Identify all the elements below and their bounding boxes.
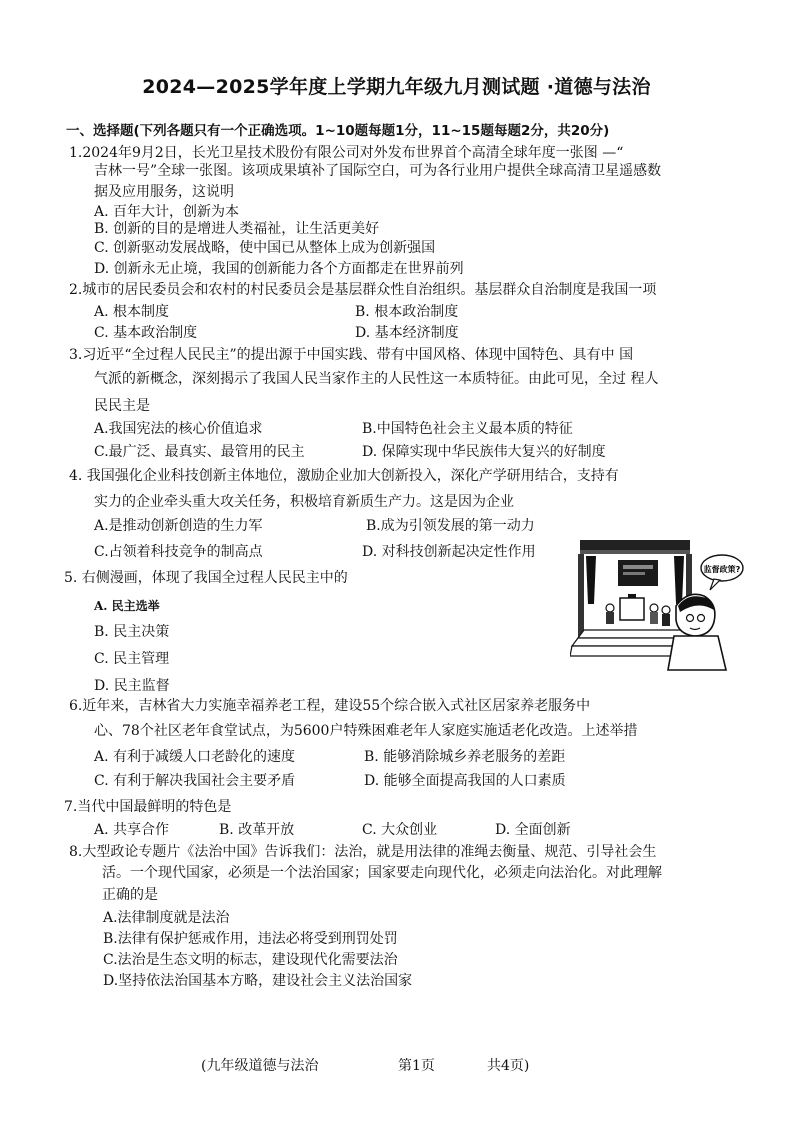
question-8-stem: 正确的是 (102, 887, 158, 903)
question-5-option-d[interactable]: D. 民主监督 (94, 678, 170, 694)
question-3-option-c[interactable]: C.最广泛、最真实、最管用的民主 (94, 444, 305, 460)
question-4-option-c[interactable]: C.占领着科技竞争的制高点 (94, 544, 263, 560)
question-1-option-a[interactable]: A. 百年大计，创新为本 (94, 204, 240, 220)
question-1-option-c[interactable]: C. 创新驱动发展战略，使中国已从整体上成为创新强国 (94, 240, 436, 256)
question-7-option-c[interactable]: C. 大众创业 (362, 822, 438, 838)
question-1-stem: 吉林一号”全球一张图。该项成果填补了国际空白，可为各行业用户提供全球高清卫星遥感数 (94, 163, 662, 179)
question-8-option-a[interactable]: A.法律制度就是法治 (103, 910, 230, 926)
cartoon-speech-bubble: 监督政策? (703, 565, 741, 574)
question-5-option-b[interactable]: B. 民主决策 (94, 624, 170, 640)
question-3-stem: 气派的新概念，深刻揭示了我国人民当家作主的人民性这一本质特征。由此可见，全过 程人 (94, 371, 659, 387)
question-3-option-d[interactable]: D. 保障实现中华民族伟大复兴的好制度 (362, 444, 606, 460)
footer-subject: (九年级道德与法治 (201, 1058, 319, 1074)
question-7-option-b[interactable]: B. 改革开放 (219, 822, 295, 838)
question-8-option-d[interactable]: D.坚持依法治国基本方略，建设社会主义法治国家 (103, 973, 413, 989)
question-5-stem: 5. 右侧漫画，体现了我国全过程人民民主中的 (64, 570, 348, 586)
question-3-option-b[interactable]: B.中国特色社会主义最本质的特征 (362, 421, 573, 437)
question-4-stem: 4. 我国强化企业科技创新主体地位，激励企业加大创新投入，深化产学研用结合，支持有 (69, 468, 619, 484)
question-6-option-b[interactable]: B. 能够消除城乡养老服务的差距 (364, 749, 566, 765)
question-7-stem: 7.当代中国最鲜明的特色是 (64, 799, 232, 815)
question-4-option-d[interactable]: D. 对科技创新起决定性作用 (362, 544, 536, 560)
question-8-stem: 活。一个现代国家，必须是一个法治国家；国家要走向现代化，必须走向法治化。对此理解 (102, 865, 662, 881)
question-5-option-c[interactable]: C. 民主管理 (94, 651, 170, 667)
question-2-option-d[interactable]: D. 基本经济制度 (355, 325, 459, 341)
section-heading: 一、选择题(下列各题只有一个正确选项。1~10题每题1分，11~15题每题2分，共20分) (66, 123, 610, 139)
question-3-stem: 民民主是 (94, 398, 150, 414)
voting-cartoon-illustration (570, 534, 745, 672)
question-2-stem: 2.城市的居民委员会和农村的村民委员会是基层群众性自治组织。基层群众自治制度是我国一项 (69, 282, 657, 298)
question-6-option-d[interactable]: D. 能够全面提高我国的人口素质 (364, 773, 566, 789)
question-3-stem: 3.习近平“全过程人民民主”的提出源于中国实践、带有中国风格、体现中国特色、具有中 国 (69, 347, 634, 363)
question-1-stem: 1.2024年9月2日，长光卫星技术股份有限公司对外发布世界首个高清全球年度一张图 —“ (69, 145, 624, 161)
question-2-option-a[interactable]: A. 根本制度 (94, 304, 170, 320)
question-8-option-c[interactable]: C.法治是生态文明的标志，建设现代化需要法治 (103, 952, 398, 968)
question-4-option-b[interactable]: B.成为引领发展的第一动力 (366, 518, 535, 534)
question-5-option-a[interactable]: A. 民主选举 (94, 599, 160, 613)
question-1-stem: 据及应用服务，这说明 (94, 184, 234, 200)
question-8-stem: 8.大型政论专题片《法治中国》告诉我们：法治，就是用法律的准绳去衡量、规范、引导社会生 (69, 844, 657, 860)
question-4-stem: 实力的企业牵头重大攻关任务，积极培育新质生产力。这是因为企业 (94, 494, 514, 510)
question-2-option-c[interactable]: C. 基本政治制度 (94, 325, 198, 341)
question-6-stem: 心、78个社区老年食堂试点，为5600户特殊困难老年人家庭实施适老化改造。上述举措 (94, 723, 638, 739)
question-6-option-c[interactable]: C. 有利于解决我国社会主要矛盾 (94, 773, 296, 789)
question-3-option-a[interactable]: A.我国宪法的核心价值追求 (94, 421, 263, 437)
page-title: 2024—2025学年度上学期九年级九月测试题 ·道德与法治 (142, 76, 651, 98)
question-2-option-b[interactable]: B. 根本政治制度 (355, 304, 459, 320)
question-7-option-d[interactable]: D. 全面创新 (495, 822, 571, 838)
question-8-option-b[interactable]: B.法律有保护惩戒作用，违法必将受到刑罚处罚 (103, 931, 398, 947)
question-1-option-d[interactable]: D. 创新永无止境，我国的创新能力各个方面都走在世界前列 (94, 261, 464, 277)
question-6-stem: 6.近年来，吉林省大力实施幸福养老工程，建设55个综合嵌入式社区居家养老服务中 (69, 698, 591, 714)
question-1-option-b[interactable]: B. 创新的目的是增进人类福祉，让生活更美好 (94, 221, 380, 237)
question-6-option-a[interactable]: A. 有利于减缓人口老龄化的速度 (94, 749, 296, 765)
question-7-option-a[interactable]: A. 共享合作 (94, 822, 170, 838)
footer-page-number: 第1页 (398, 1058, 435, 1074)
question-4-option-a[interactable]: A.是推动创新创造的生力军 (94, 518, 263, 534)
footer-total-pages: 共4页) (487, 1058, 530, 1074)
